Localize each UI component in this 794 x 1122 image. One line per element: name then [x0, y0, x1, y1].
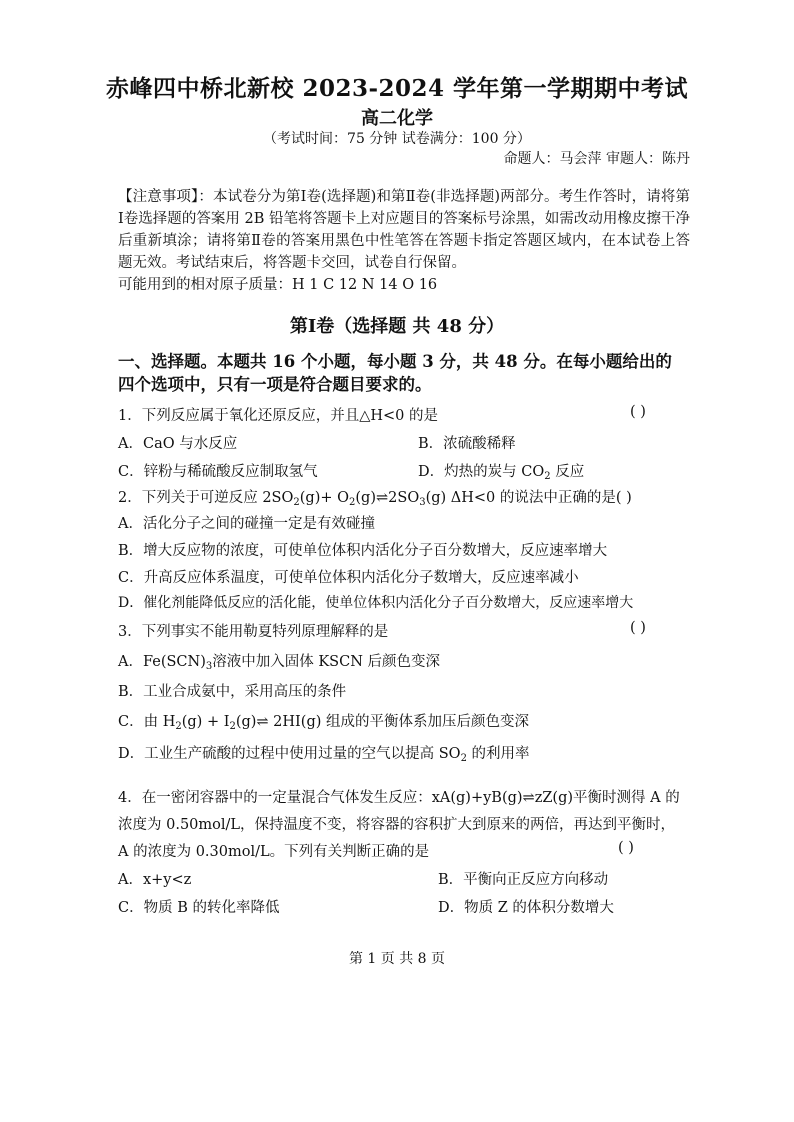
exam-authors: 命题人：马会萍 审题人：陈丹 [503, 151, 690, 167]
q1-option-c: C．锌粉与稀硫酸反应制取氢气 [118, 464, 318, 480]
q1-option-a: A．CaO 与水反应 [118, 436, 238, 452]
part-intro: 一、选择题。本题共 16 个小题，每小题 3 分，共 48 分。在每小题给出的四个选项中，只有一项是符合题目要求的。 [118, 352, 672, 394]
q4-option-a: A．x+y<z [118, 872, 192, 888]
q4-option-d: D．物质 Z 的体积分数增大 [438, 900, 614, 916]
q3-option-d: D．工业生产硫酸的过程中使用过量的空气以提高 $SO_2$ 的利用率 [118, 746, 530, 764]
q2-option-c: C．升高反应体系温度，可使单位体积内活化分子数增大，反应速率减小 [118, 570, 579, 586]
q2-option-b: B．增大反应物的浓度，可使单位体积内活化分子百分数增大，反应速率增大 [118, 543, 608, 559]
q3-option-b: B．工业合成氨中，采用高压的条件 [118, 684, 347, 700]
exam-subject: 高二化学 [361, 108, 433, 129]
q1-answer-paren: ( ) [630, 404, 646, 420]
q2-stem: 2．下列关于可逆反应 $2SO_2(g)+$ $O_2(g)\rightleftharpoons 2SO_3(g)$ ΔH<0 的说法中正确的是( ) [118, 490, 632, 508]
q4-stem-line-1: 4．在一密闭容器中的一定量混合气体发生反应：xA(g)+yB(g)⇌zZ(g)平衡时测得 A 的 [118, 790, 680, 806]
atomic-masses: 可能用到的相对原子质量：H 1 C 12 N 14 O 16 [118, 277, 438, 293]
exam-info: （考试时间：75 分钟 试卷满分：100 分） [263, 131, 531, 147]
q1-option-b: B．浓硫酸稀释 [418, 436, 516, 452]
q3-option-a: A．$Fe(SCN)_3$溶液中加入固体 KSCN 后颜色变深 [118, 654, 440, 672]
notice-block [118, 186, 690, 296]
section-title: 第Ⅰ卷（选择题 共 48 分） [289, 316, 505, 337]
page-footer: 第 1 页 共 8 页 [348, 951, 446, 967]
notice-text: 【注意事项】：本试卷分为第Ⅰ卷(选择题)和第Ⅱ卷(非选择题)两部分。考生作答时，请将第Ⅰ卷选择题的答案用 2B 铅笔将答题卡上对应题目的答案标号涂黑，如需改动用橡皮擦干净后重新填涂；请将第Ⅱ卷的答案用黑色中性笔答在答题卡指定答题区域内，在本试卷上答题无效。考试结束后，将答题卡交回，试卷自行保留。 [118, 189, 690, 271]
q1-option-d: D．灼热的炭与 $CO_2$ 反应 [418, 464, 585, 482]
q4-stem-line-2: 浓度为 0.50mol/L，保持温度不变，将容器的容积扩大到原来的两倍，再达到平衡时， [118, 817, 676, 833]
q4-option-b: B．平衡向正反应方向移动 [438, 872, 609, 888]
q3-stem: 3．下列事实不能用勒夏特列原理解释的是 [118, 624, 389, 640]
equilibrium-arrow: ⇌ [376, 490, 389, 506]
equilibrium-arrow: ⇌ [256, 714, 269, 730]
q3-option-c: C．由 $H_2(g)$ + $I_2(g)\rightleftharpoons$ 2HI(g) 组成的平衡体系加压后颜色变深 [118, 714, 529, 732]
exam-title: 赤峰四中桥北新校 2023-2024 学年第一学期期中考试 [105, 75, 689, 102]
q2-option-d: D．催化剂能降低反应的活化能，使单位体积内活化分子百分数增大，反应速率增大 [118, 595, 634, 611]
q2-option-a: A．活化分子之间的碰撞一定是有效碰撞 [118, 516, 375, 532]
q1-stem: 1．下列反应属于氧化还原反应，并且△H<0 的是 [118, 408, 439, 424]
q3-answer-paren: ( ) [630, 620, 646, 636]
q4-answer-paren: ( ) [618, 840, 634, 856]
q4-option-c: C．物质 B 的转化率降低 [118, 900, 280, 916]
q4-stem-line-3: A 的浓度为 0.30mol/L。下列有关判断正确的是 [118, 844, 430, 860]
